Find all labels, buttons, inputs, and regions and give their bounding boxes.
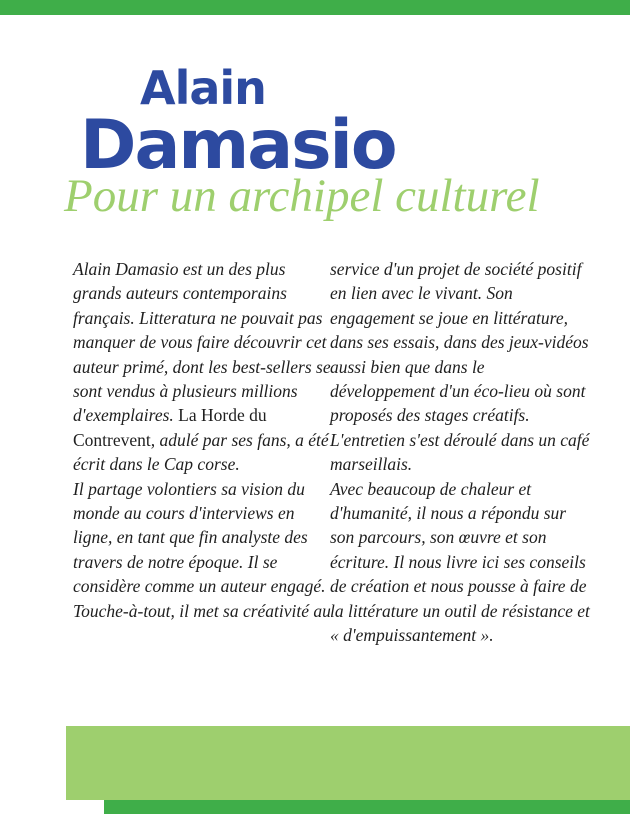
article-column-left xyxy=(73,257,335,623)
intro-text: Alain Damasio est un des plus grands auteurs contemporains français. Litteratura ne pouvait pas manquer de vous faire découvrir cet auteur primé, dont les best-sellers se sont vendus à plusieurs millions d'exemplaires. xyxy=(73,259,331,426)
book-title: La Horde du Contrevent xyxy=(73,405,267,450)
article-column-right xyxy=(330,257,592,648)
author-last-name: Damasio xyxy=(80,106,396,185)
author-first-name: Alain xyxy=(140,61,266,115)
top-green-bar xyxy=(0,0,630,15)
paragraph-interview-content: Avec beaucoup de chaleur et d'humanité, il nous a répondu sur son parcours, son œuvre et son écriture. Il nous livre ici ses conseils de création et nous pousse à faire de la littérature un outil de résistance et « d'empuissantement ». xyxy=(330,478,590,646)
paragraph-interview-place: L'entretien s'est déroulé dans un café marseillais. xyxy=(330,429,590,475)
bottom-green-block xyxy=(66,726,630,800)
paragraph-engagement: service d'un projet de société positif en lien avec le vivant. Son engagement se joue en littérature, dans ses essais, dans des jeux-vidéos aussi bien que dans le développement d'un éco-lieu où sont proposés des stages créatifs. xyxy=(330,259,589,426)
paragraph-vision: Il partage volontiers sa vision du monde au cours d'interviews en ligne, en tant que fin analyste des travers de notre époque. Il se considère comme un auteur engagé. Touche-à-tout, il met sa créativité au xyxy=(73,478,331,621)
article-subtitle: Pour un archipel culturel xyxy=(64,170,540,222)
bottom-green-bar xyxy=(104,800,630,814)
paragraph-intro xyxy=(73,257,335,477)
intro-text-end: , adulé par ses fans, a été écrit dans le Cap corse. xyxy=(73,429,329,475)
